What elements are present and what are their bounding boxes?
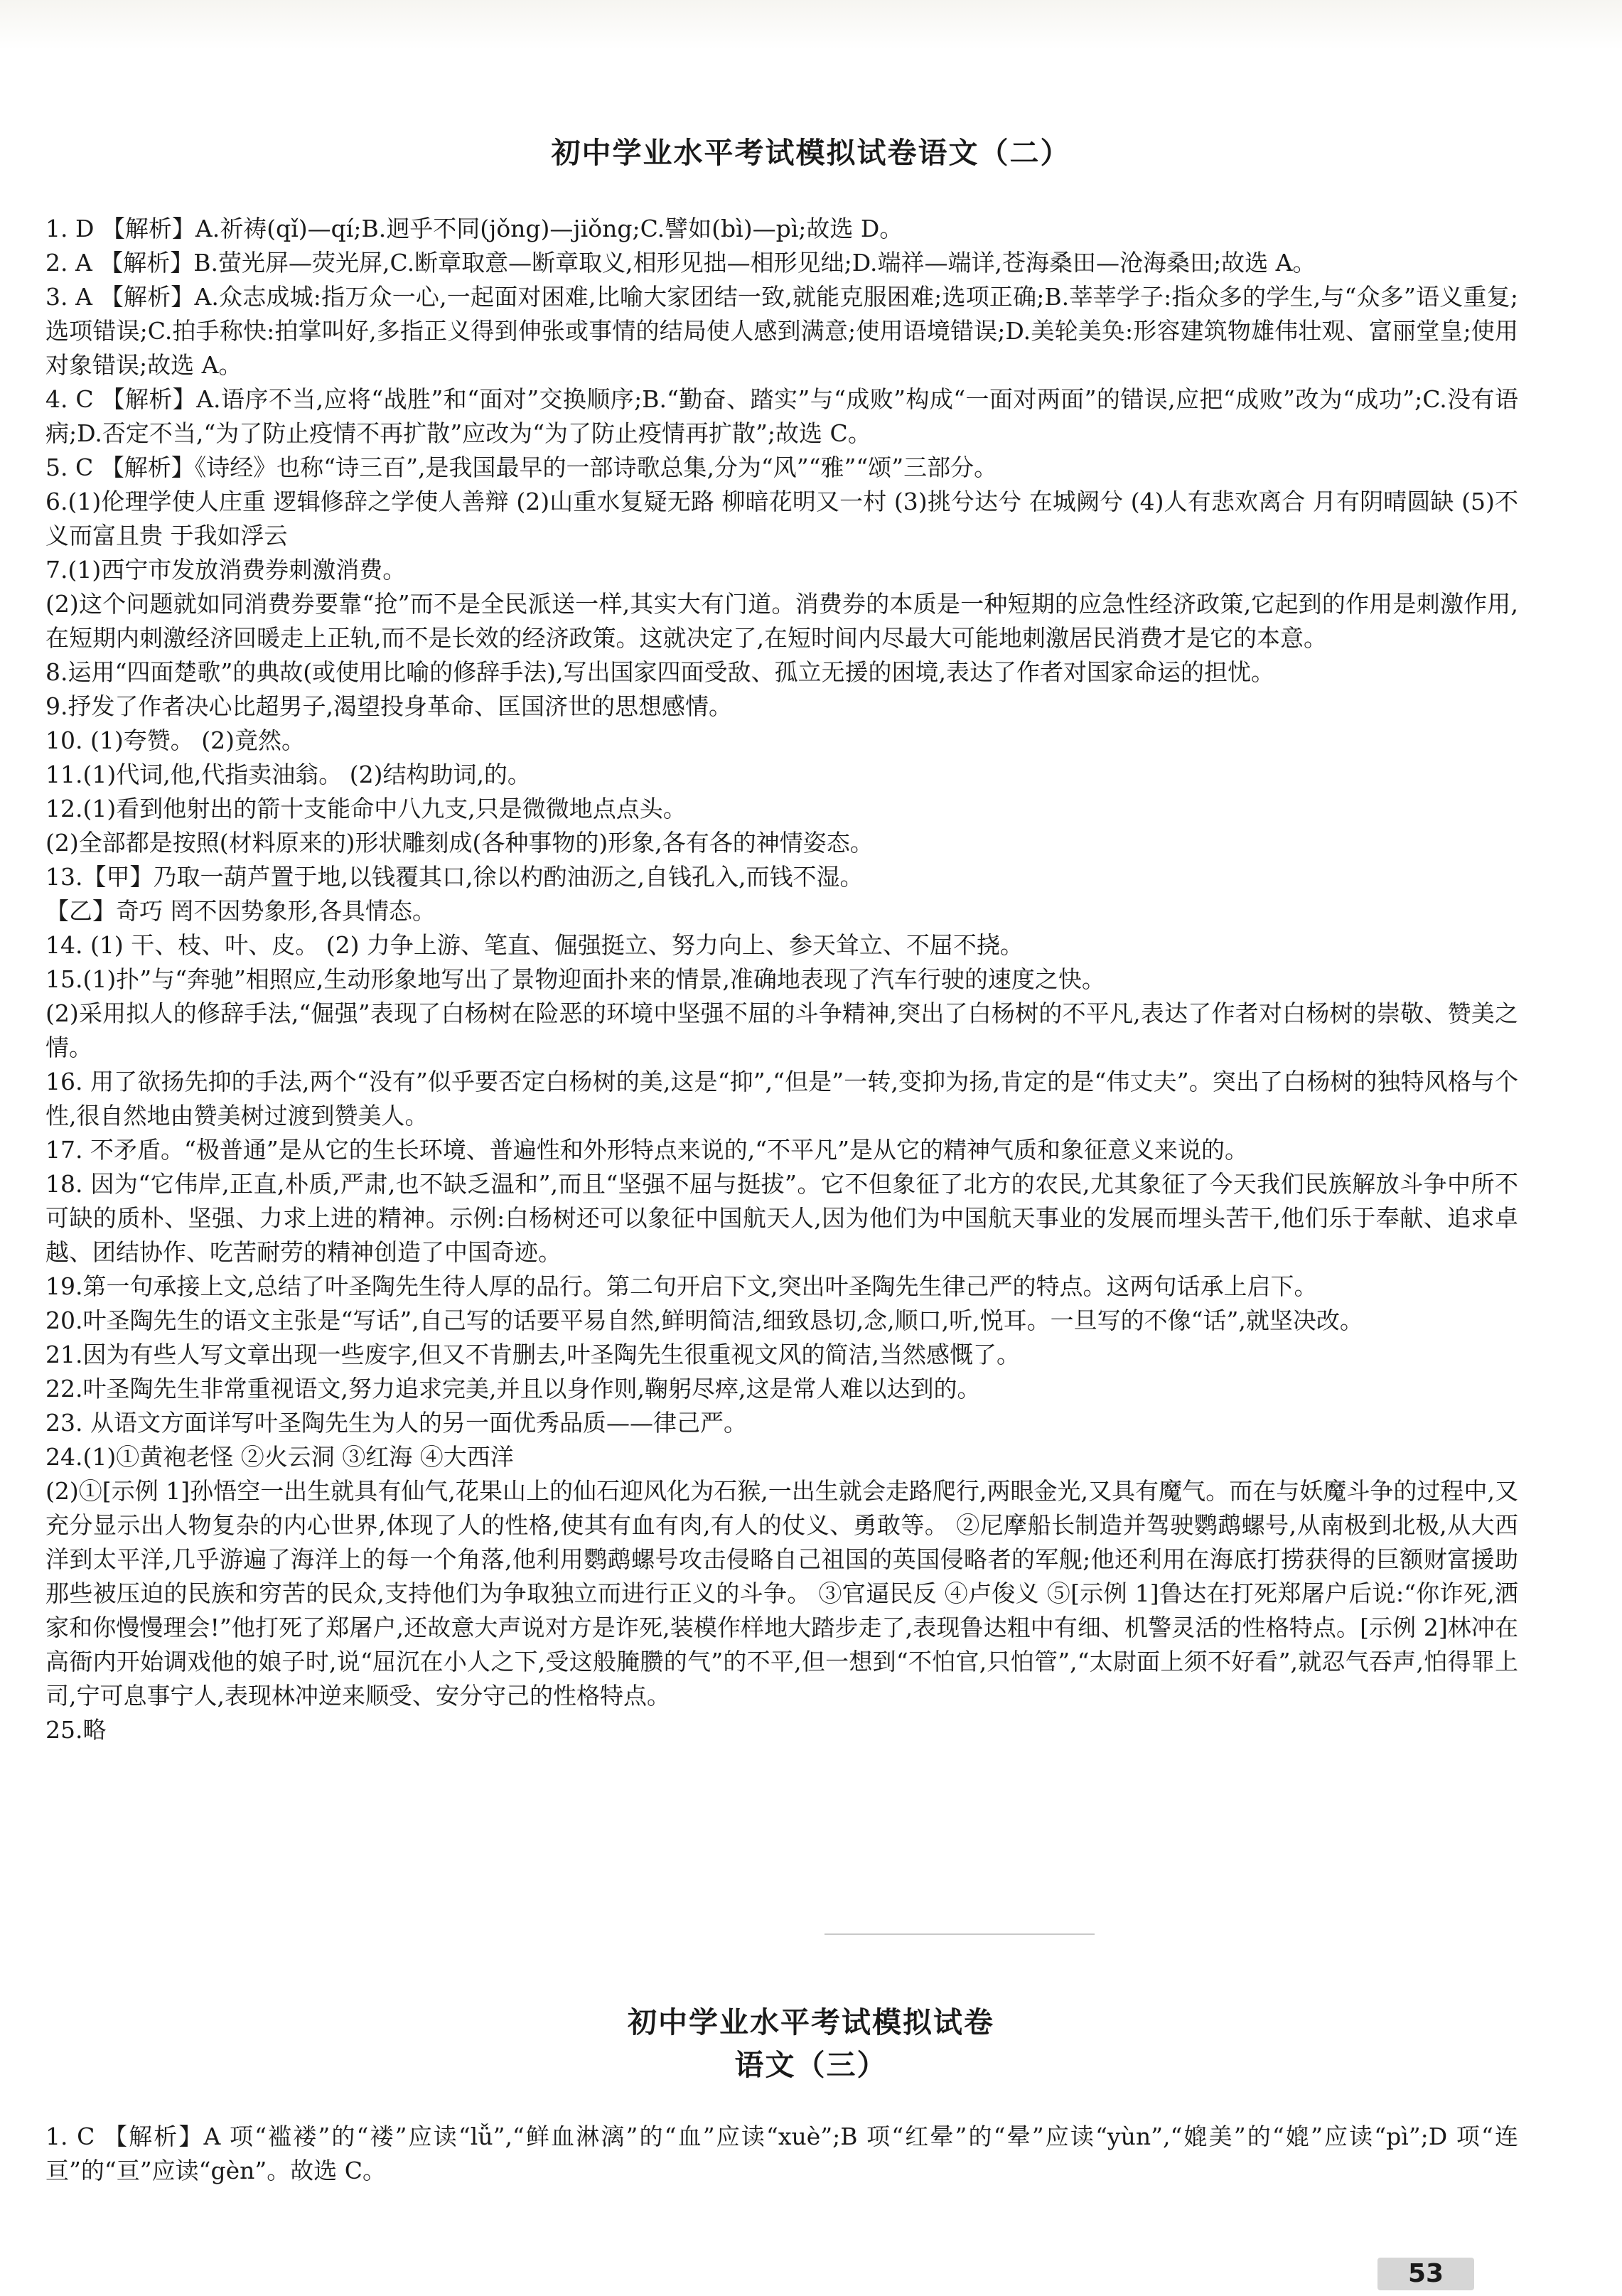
answer-line: (2)①[示例 1]孙悟空一出生就具有仙气,花果山上的仙石迎风化为石猴,一出生就会走路爬行,两眼金光,又具有魔气。而在与妖魔斗争的过程中,又充分显示出人物复杂的内心世界,体现了人的性格,使其有血有肉,有人的仗义、勇敢等。 ②尼摩船长制造并驾驶鹦鹉螺号,从南极到北极,从大西洋到太平洋,几乎游遍了海洋上的每一个角落,他利用鹦鹉螺号攻击侵略自己祖国的英国侵略者的军舰;他还利用在海底打捞获得的巨额财富援助那些被压迫的民族和穷苦的民众,支持他们为争取独立而进行正义的斗争。 ③官逼民反 ④卢俊义 ⑤[示例 1]鲁达在打死郑屠户后说:“你诈死,洒家和你慢慢理会!”他打死了郑屠户,还故意大声说对方是诈死,装模作样地大踏步走了,表现鲁达粗中有细、机警灵活的性格特点。[示例 2]林冲在高衙内开始调戏他的娘子时,说“屈沉在小人之下,受这般腌臜的气”的不平,但一想到“不怕官,只怕管”,“太尉面上须不好看”,就忍气吞声,怕得罪上司,宁可息事宁人,表现林冲逆来顺受、安分守己的性格特点。 <box>45 1477 1518 1710</box>
answer-line: (2)采用拟人的修辞手法,“倔强”表现了白杨树在险恶的环境中坚强不屈的斗争精神,突出了白杨树的不平凡,表达了作者对白杨树的崇敬、赞美之情。 <box>45 999 1518 1061</box>
answer-line: 4. C 【解析】A.语序不当,应将“战胜”和“面对”交换顺序;B.“勤奋、踏实”与“成败”构成“一面对两面”的错误,应把“成败”改为“成功”;C.没有语病;D.否定不当,“为了防止疫情不再扩散”应改为“为了防止疫情再扩散”;故选 C。 <box>45 385 1518 447</box>
answer-line: 21.因为有些人写文章出现一些废字,但又不肯删去,叶圣陶先生很重视文风的简洁,当然感慨了。 <box>45 1341 1020 1368</box>
answer-line: 7.(1)西宁市发放消费券刺激消费。 <box>45 556 407 584</box>
answer-line: 11.(1)代词,他,代指卖油翁。 (2)结构助词,的。 <box>45 761 531 788</box>
answer-line: 24.(1)①黄袍老怪 ②火云洞 ③红海 ④大西洋 <box>45 1443 514 1471</box>
answer-line: 18. 因为“它伟岸,正直,朴质,严肃,也不缺乏温和”,而且“坚强不屈与挺拔”。它不但象征了北方的农民,尤其象征了今天我们民族解放斗争中所不可缺的质朴、坚强、力求上进的精神。示例:白杨树还可以象征中国航天人,因为他们为中国航天事业的发展而埋头苦干,他们乐于奉献、追求卓越、团结协作、吃苦耐劳的精神创造了中国奇迹。 <box>45 1170 1518 1266</box>
answer-line: 22.叶圣陶先生非常重视语文,努力追求完美,并且以身作则,鞠躬尽瘁,这是常人难以达到的。 <box>45 1375 981 1402</box>
answer-line: 13.【甲】乃取一葫芦置于地,以钱覆其口,徐以杓酌油沥之,自钱孔入,而钱不湿。 <box>45 863 864 891</box>
section-3-title: 初中学业水平考试模拟试卷 <box>628 2005 994 2039</box>
section-2-title: 初中学业水平考试模拟试卷语文（二） <box>551 136 1071 170</box>
answer-line: 19.第一句承接上文,总结了叶圣陶先生待人厚的品行。第二句开启下文,突出叶圣陶先生律己严的特点。这两句话承上启下。 <box>45 1272 1318 1300</box>
answer-line: 2. A 【解析】B.萤光屏—荧光屏,C.断章取意—断章取义,相形见拙—相形见绌;D.端祥—端详,苍海桑田—沧海桑田;故选 A。 <box>45 249 1316 277</box>
section-divider <box>825 1933 1095 1935</box>
answer-line: 1. C 【解析】A 项“褴褛”的“褛”应读“lǚ”,“鲜血淋漓”的“血”应读“xuè”;B 项“红晕”的“晕”应读“yùn”,“媲美”的“媲”应读“pì”;D 项“连亘”的“亘”应读“gèn”。故选 C。 <box>45 2123 1518 2184</box>
section-3-subtitle: 语文（三） <box>734 2048 888 2082</box>
answer-line: 5. C 【解析】《诗经》也称“诗三百”,是我国最早的一部诗歌总集,分为“风”“雅”“颂”三部分。 <box>45 454 998 481</box>
answer-line: 10. (1)夸赞。 (2)竟然。 <box>45 726 305 754</box>
answer-line: 15.(1)扑”与“奔驰”相照应,生动形象地写出了景物迎面扑来的情景,准确地表现了汽车行驶的速度之快。 <box>45 965 1105 993</box>
answer-line: 1. D 【解析】A.祈祷(qǐ)—qí;B.迥乎不同(jǒng)—jiǒng;C.譬如(bì)—pì;故选 D。 <box>45 215 903 242</box>
top-edge <box>0 0 1622 50</box>
answer-line: 20.叶圣陶先生的语文主张是“写话”,自己写的话要平易自然,鲜明简洁,细致恳切,念,顺口,听,悦耳。一旦写的不像“话”,就坚决改。 <box>45 1307 1363 1334</box>
answer-line: 17. 不矛盾。“极普通”是从它的生长环境、普遍性和外形特点来说的,“不平凡”是从它的精神气质和象征意义来说的。 <box>45 1136 1248 1164</box>
page-number: 53 <box>1377 2258 1474 2290</box>
answer-line: 6.(1)伦理学使人庄重 逻辑修辞之学使人善辩 (2)山重水复疑无路 柳暗花明又一村 (3)挑兮达兮 在城阙兮 (4)人有悲欢离合 月有阴晴圆缺 (5)不义而富且贵 于我如浮云 <box>45 488 1518 549</box>
answer-line: 3. A 【解析】A.众志成城:指万众一心,一起面对困难,比喻大家团结一致,就能克服困难;选项正确;B.莘莘学子:指众多的学生,与“众多”语义重复;选项错误;C.拍手称快:拍掌叫好,多指正义得到伸张或事情的结局使人感到满意;使用语境错误;D.美轮美奂:形容建筑物雄伟壮观、富丽堂皇;使用对象错误;故选 A。 <box>45 283 1518 379</box>
answer-line: (2)全部都是按照(材料原来的)形状雕刻成(各种事物的)形象,各有各的神情姿态。 <box>45 829 874 857</box>
answer-line: 8.运用“四面楚歌”的典故(或使用比喻的修辞手法),写出国家四面受敌、孤立无援的困境,表达了作者对国家命运的担忧。 <box>45 658 1274 686</box>
answer-line: 12.(1)看到他射出的箭十支能命中八九支,只是微微地点点头。 <box>45 795 687 822</box>
answer-line: (2)这个问题就如同消费券要靠“抢”而不是全民派送一样,其实大有门道。消费券的本质是一种短期的应急性经济政策,它起到的作用是刺激作用,在短期内刺激经济回暖走上正轨,而不是长效的经济政策。这就决定了,在短时间内尽最大可能地刺激居民消费才是它的本意。 <box>45 590 1518 652</box>
answer-line: 14. (1) 干、枝、叶、皮。 (2) 力争上游、笔直、倔强挺立、努力向上、参天耸立、不屈不挠。 <box>45 931 1024 959</box>
answer-line: 9.抒发了作者决心比超男子,渴望投身革命、匡国济世的思想感情。 <box>45 692 732 720</box>
answer-line: 25.略 <box>45 1716 107 1744</box>
answer-line: 16. 用了欲扬先抑的手法,两个“没有”似乎要否定白杨树的美,这是“抑”,“但是”一转,变抑为扬,肯定的是“伟丈夫”。突出了白杨树的独特风格与个性,很自然地由赞美树过渡到赞美人。 <box>45 1068 1518 1130</box>
section-3-answers <box>45 2120 1518 2188</box>
answer-line: 23. 从语文方面详写叶圣陶先生为人的另一面优秀品质——律己严。 <box>45 1409 747 1437</box>
section-2-answers <box>45 212 1518 1747</box>
answer-line: 【乙】奇巧 罔不因势象形,各具情态。 <box>45 897 436 925</box>
